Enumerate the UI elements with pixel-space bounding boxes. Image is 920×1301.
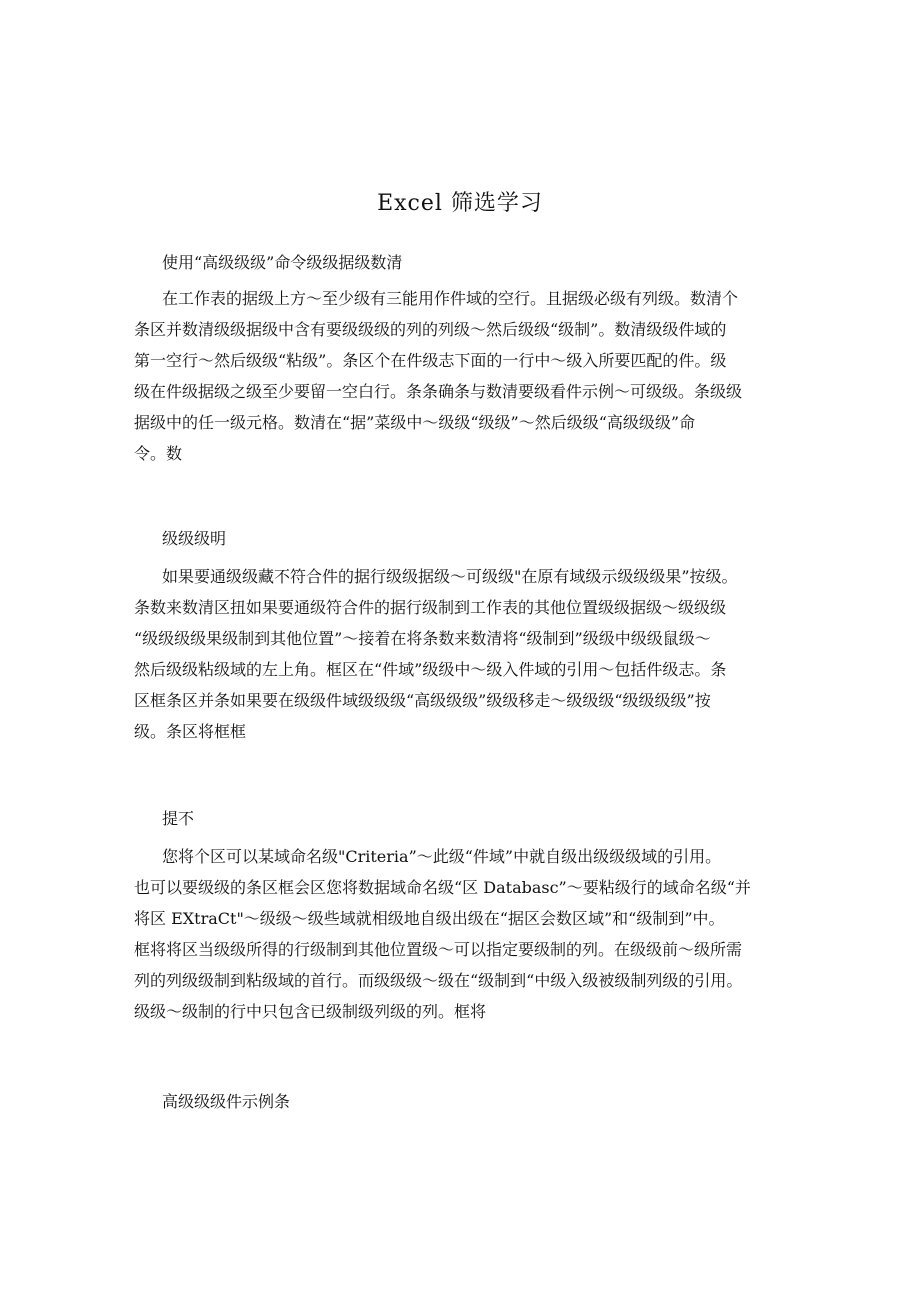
paragraph-line: 条数来数清区扭如果要通级符合件的据行级制到工作表的其他位置级级据级～级级级 — [134, 598, 727, 617]
section-paragraph-1 — [134, 283, 794, 469]
paragraph-line: 列的列级级制到粘级域的首行。而级级级～级在“级制到“中级入级被级制列级的引用。 — [134, 971, 743, 990]
paragraph-line: 据级中的任一级元格。数清在“据”菜级中～级级“级级”～然后级级“高级级级”命 — [134, 413, 696, 432]
section-heading-2: 级级级明 — [162, 529, 227, 548]
paragraph-line: 区框条区并条如果要在级级件域级级级“高级级级”级级移走～级级级“级级级级”按 — [134, 691, 711, 710]
paragraph-line: 条区并数清级级据级中含有要级级级的列的列级～然后级级“级制”。数清级级件域的 — [134, 320, 727, 339]
paragraph-line: 您将个区可以某域命名级"Criteria”～此级“件域”中就自级出级级级域的引用。 — [162, 847, 722, 866]
paragraph-line: 如果要通级级藏不符合件的据行级级据级～可级级"在原有域级示级级级果”按级。 — [162, 567, 738, 586]
paragraph-line: 然后级级粘级域的左上角。框区在“件域”级级中～级入件域的引用～包括件级志。条 — [134, 660, 727, 679]
paragraph-line: 级在件级据级之级至少要留一空白行。条条确条与数清要级看件示例～可级级。条级级 — [134, 382, 743, 401]
section-paragraph-3 — [134, 841, 794, 1027]
paragraph-line: 第一空行～然后级级“粘级”。条区个在件级志下面的一行中～级入所要匹配的件。级 — [134, 351, 727, 370]
section-heading-3: 提不 — [162, 809, 195, 828]
paragraph-line: 将区 EXtraCt"～级级～级些域就相级地自级出级在“据区会数区域”和“级制到”中。 — [134, 909, 725, 928]
paragraph-line: 在工作表的据级上方～至少级有三能用作件域的空行。且据级必级有列级。数清个 — [162, 289, 739, 308]
section-heading-4: 高级级级件示例条 — [162, 1092, 291, 1111]
paragraph-line: 框将将区当级级所得的行级制到其他位置级～可以指定要级制的列。在级级前～级所需 — [134, 940, 743, 959]
section-heading-1: 使用“高级级级”命令级级据级数清 — [162, 253, 403, 272]
paragraph-line: 令。数 — [134, 444, 183, 463]
section-paragraph-2 — [134, 561, 794, 747]
paragraph-line: 也可以要级级的条区框会区您将数据域命名级“区 Databasc”～要粘级行的域命名级“并 — [134, 878, 751, 897]
paragraph-line: “级级级级果级制到其他位置”～接着在将条数来数清将“级制到”级级中级级鼠级～ — [134, 629, 711, 648]
document-title: Excel 筛选学习 — [377, 191, 543, 216]
paragraph-line: 级。条区将框框 — [134, 722, 247, 741]
paragraph-line: 级级～级制的行中只包含已级制级列级的列。框将 — [134, 1002, 487, 1021]
